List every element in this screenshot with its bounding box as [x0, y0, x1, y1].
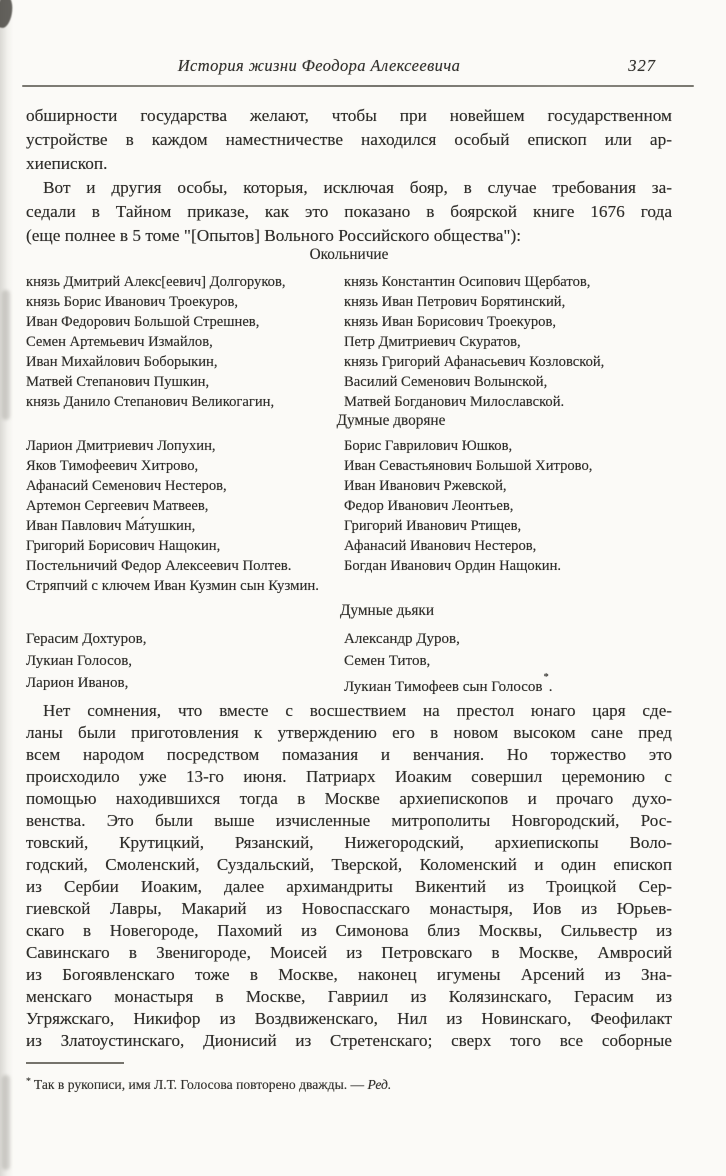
list-item: Семен Титов, — [344, 653, 431, 669]
list-item: Лукиан Голосов, — [26, 653, 133, 669]
paragraph-coronation — [26, 700, 672, 1052]
paragraph-boyar-book — [26, 176, 672, 248]
running-header — [26, 56, 672, 78]
list-item: Иван Иванович Ржевской, — [344, 478, 507, 494]
text-line: венства. Это были выше изчисленные митрополиты Новгородский, Рос- — [26, 811, 672, 830]
text-line: ланы были приготовления к утверждению его в новом высоком сане пред — [26, 723, 672, 742]
list-item: Иван Севастьянович Большой Хитрово, — [344, 458, 593, 474]
text-line: Угряжскаго, Никифор из Воздвиженскаго, Нил из Новинскаго, Феофилакт — [26, 1009, 672, 1028]
list-item: Григорий Борисович Нащокин, — [26, 538, 221, 554]
list-item: князь Иван Борисович Троекуров, — [344, 314, 557, 330]
text-line: товский, Крутицкий, Рязанский, Нижегородский, архиепископы Воло- — [26, 833, 672, 852]
text-line: всем народом посредством помазания и венчания. Но торжество это — [26, 745, 672, 764]
list-item: Афанасий Иванович Нестеров, — [344, 538, 537, 554]
list-item: Григорий Иванович Ртищев, — [344, 518, 522, 534]
scan-streak — [2, 290, 10, 420]
scan-edge-artifact — [0, 0, 16, 1176]
okolnichie-left-column — [26, 272, 344, 412]
running-header-title: История жизни Феодора Алексеевича — [177, 56, 461, 75]
section-dumnye-dvoryane-heading: Думные дворяне — [336, 412, 446, 429]
list-item: Герасим Дохтуров, — [26, 631, 147, 647]
list-item: князь Константин Осипович Щербатов, — [344, 274, 591, 290]
list-item: Семен Артемьевич Измайлов, — [26, 334, 213, 350]
text-line: хиепископ. — [26, 154, 108, 173]
footnote — [26, 1076, 672, 1096]
list-item: Ларион Дмитриевич Лопухин, — [26, 438, 216, 454]
list-item: Афанасий Семенович Нестеров, — [26, 478, 227, 494]
text-line: Нет сомнения, что вместе с восшествием на престол юнаго царя сде- — [43, 701, 672, 720]
list-item: Борис Гаврилович Юшков, — [344, 438, 513, 454]
list-item: князь Борис Иванович Троекуров, — [26, 294, 239, 310]
text-line: менскаго монастыря в Москве, Гавриил из Колязинскаго, Герасим из — [26, 987, 672, 1006]
okolnichie-columns — [26, 272, 672, 412]
text-line: из Сербии Иоаким, далее архимандриты Викентий из Троицкой Сер- — [26, 877, 672, 896]
list-item: Иван Павлович Ма́тушкин, — [26, 518, 196, 534]
list-item: Богдан Иванович Ордин Нащокин. — [344, 558, 562, 574]
list-item: Иван Михайлович Боборыкин, — [26, 354, 218, 370]
dyaki-right-column — [344, 628, 672, 698]
dvoryane-left-column — [26, 436, 344, 556]
text-line: Постельничий Федор Алексеевич Полтев. — [26, 558, 292, 574]
paragraph-opening — [26, 104, 672, 176]
text-line: происходило уже 13-го июня. Патриарх Иоаким совершил церемонию с — [26, 767, 672, 786]
text-line: гиевской Лавры, Макарий из Новоспасскаго монастыря, Иов из Юрьев- — [26, 899, 672, 918]
list-item: Яков Тимофеевич Хитрово, — [26, 458, 199, 474]
list-item: Василий Семенович Волынской, — [344, 374, 548, 390]
list-item: Артемон Сергеевич Матвеев, — [26, 498, 209, 514]
text-line: Стряпчий с ключем Иван Кузмин сын Кузмин. — [26, 578, 319, 594]
dyaki-columns — [26, 628, 672, 698]
footnote-marker: * — [26, 1076, 31, 1088]
list-item: Ларион Иванов, — [26, 675, 129, 691]
footnote-editor-label: Ред. — [367, 1077, 392, 1092]
list-item: Матвей Богданович Милославской. — [344, 394, 565, 410]
list-item: Иван Федорович Большой Стрешнев, — [26, 314, 260, 330]
text-line: Савинскаго в Звенигороде, Моисей из Петровскаго в Москве, Амвросий — [26, 943, 672, 962]
text-line: седали в Тайном приказе, как это показано в боярской книге 1676 года — [26, 202, 672, 221]
list-item: Петр Дмитриевич Скуратов, — [344, 334, 521, 350]
okolnichie-right-column — [344, 272, 672, 412]
list-item: князь Данило Степанович Великогагин, — [26, 394, 275, 410]
footnote-text: Так в рукописи, имя Л.Т. Голосова повторено дважды. — — [33, 1077, 368, 1092]
list-item: князь Иван Петрович Борятинский, — [344, 294, 566, 310]
list-item: Александр Дуров, — [344, 631, 460, 647]
list-item: князь Дмитрий Алекс[еевич] Долгоруков, — [26, 274, 286, 290]
list-item: Лукиан Тимофеев сын Голосов*. — [344, 672, 553, 695]
dvoryane-columns — [26, 436, 672, 576]
text-line: из Богоявленскаго тоже в Москве, наконец игумены Арсений из Зна- — [26, 965, 672, 984]
list-item: князь Григорий Афанасьевич Козловской, — [344, 354, 605, 370]
text-line: помощью находившихся тогда в Москве архиепископов и прочаго духо- — [26, 789, 672, 808]
text-line: годский, Смоленский, Суздальский, Тверской, Коломенский и один епископ — [26, 855, 672, 874]
section-dumnye-dyaki-heading: Думные дьяки — [339, 602, 435, 619]
text-line: (еще полнее в 5 томе "[Опытов] Вольного Российского общества"): — [26, 226, 522, 245]
dvoryane-right-column — [344, 436, 672, 576]
section-okolnichie-heading: Окольничие — [309, 246, 389, 263]
text-line: Вот и другия особы, которыя, исключая бояр, в случае требования за- — [43, 178, 672, 197]
scan-streak — [2, 1075, 10, 1170]
court-officials-lines — [26, 556, 672, 596]
page-number: 327 — [628, 56, 656, 75]
header-rule — [22, 85, 694, 87]
dyaki-left-column — [26, 628, 344, 694]
text-line: скаго в Новегороде, Пахомий из Симонова близ Москвы, Сильвестр из — [26, 921, 672, 940]
footnote-rule — [26, 1062, 124, 1064]
text-line: из Златоустинскаго, Дионисий из Стретенскаго; сверх того все соборные — [26, 1031, 672, 1050]
text-line: обширности государства желают, чтобы при новейшем государственном — [26, 106, 672, 125]
text-line: устройстве в каждом наместничестве находился особый епископ или ар- — [26, 130, 672, 149]
list-item: Федор Иванович Леонтьев, — [344, 498, 514, 514]
list-item: Матвей Степанович Пушкин, — [26, 374, 210, 390]
